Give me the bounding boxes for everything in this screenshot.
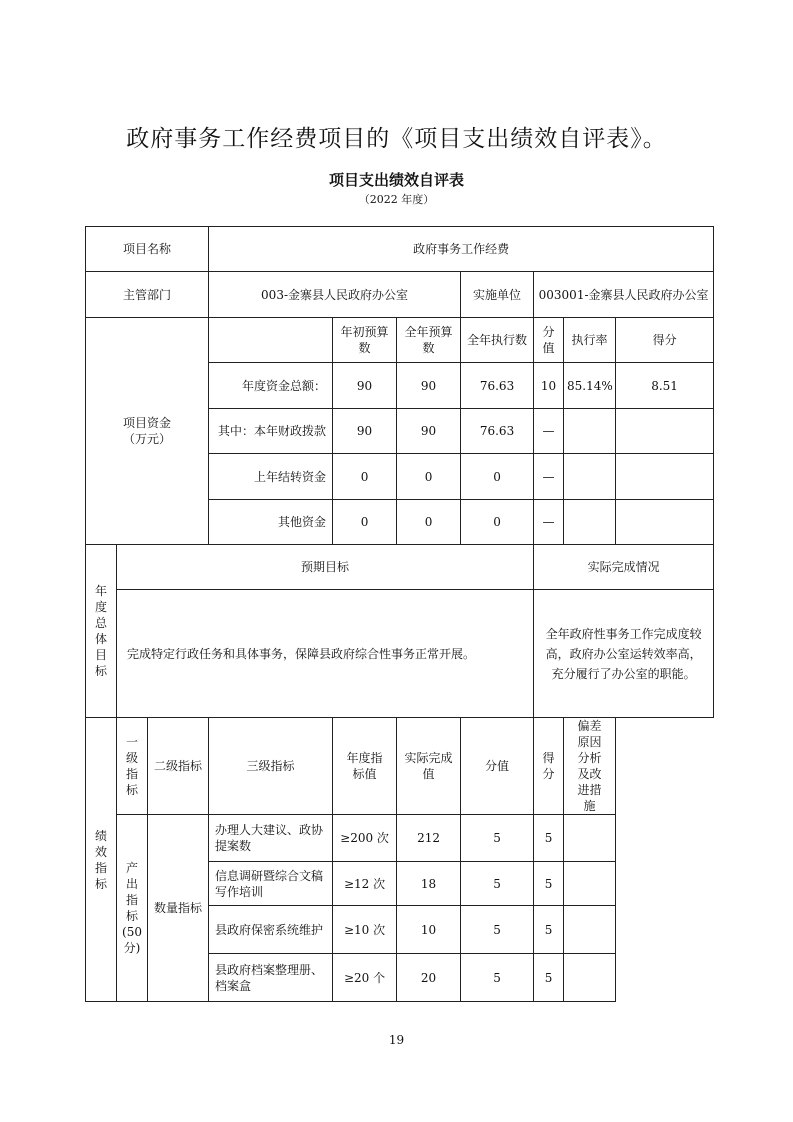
funds-score	[616, 454, 714, 500]
funds-row-label: 上年结转资金	[209, 454, 333, 500]
goals-label-text: 年度总体目标	[94, 584, 107, 678]
funds-rate: 85.14%	[564, 363, 616, 409]
indicator-target: ≥10 次	[333, 906, 397, 954]
funds-annual: 0	[397, 454, 461, 500]
funds-header-annual: 全年预算数	[397, 318, 461, 363]
funds-rate	[564, 454, 616, 500]
indicator-note	[564, 815, 616, 862]
level1-output-part: 指	[125, 893, 138, 907]
indicator-score: 5	[534, 906, 564, 954]
funds-executed: 0	[461, 500, 534, 545]
actual-goal-text: 全年政府性事务工作完成度较高，政府办公室运转效率高，充分履行了办公室的职能。	[534, 590, 714, 718]
level3-header: 三级指标	[209, 718, 333, 815]
goals-label	[86, 545, 117, 718]
weight-header: 分值	[461, 718, 534, 815]
funds-header-initial: 年初预算数	[333, 318, 397, 363]
funds-weight: 10	[534, 363, 564, 409]
actual-header: 实际完成值	[397, 718, 461, 815]
indicator-score: 5	[534, 862, 564, 906]
indicator-target: ≥12 次	[333, 862, 397, 906]
document-heading: 政府事务工作经费项目的《项目支出绩效自评表》。	[126, 126, 667, 152]
funds-weight: —	[534, 409, 564, 454]
level1-output-part: 标	[125, 909, 138, 923]
indicator-actual: 10	[397, 906, 461, 954]
indicator-weight: 5	[461, 815, 534, 862]
indicator-row	[86, 815, 714, 862]
indicator-target: ≥200 次	[333, 815, 397, 862]
form-title: 项目支出绩效自评表	[328, 171, 464, 189]
implementing-unit-label: 实施单位	[461, 272, 534, 318]
goals-header-row	[86, 545, 714, 590]
funds-score	[616, 409, 714, 454]
indicator-name: 县政府档案整理册、档案盒	[209, 954, 333, 1002]
funds-annual: 90	[397, 409, 461, 454]
target-header: 年度指标值	[333, 718, 397, 815]
indicators-header-row	[86, 718, 714, 815]
implementing-unit-value: 003001-金寨县人民政府办公室	[534, 272, 714, 318]
level1-output-part: 出	[125, 877, 138, 891]
indicator-target: ≥20 个	[333, 954, 397, 1002]
funds-executed: 76.63	[461, 409, 534, 454]
department-label: 主管部门	[86, 272, 209, 318]
deviation-header: 偏差原因分析及改进措施	[564, 718, 616, 815]
funds-score	[616, 500, 714, 545]
funds-header-row	[86, 318, 714, 363]
indicator-name: 信息调研暨综合文稿写作培训	[209, 862, 333, 906]
funds-row-label: 年度资金总额：	[209, 363, 333, 409]
indicator-actual: 212	[397, 815, 461, 862]
indicator-actual: 20	[397, 954, 461, 1002]
goals-content-row	[86, 590, 714, 718]
indicator-note	[564, 954, 616, 1002]
funds-annual: 0	[397, 500, 461, 545]
funds-initial: 0	[333, 500, 397, 545]
funds-executed: 0	[461, 454, 534, 500]
funds-row-label: 其他资金	[209, 500, 333, 545]
level2-header: 二级指标	[148, 718, 209, 815]
indicators-label	[86, 718, 117, 1002]
funds-header-score: 得分	[616, 318, 714, 363]
funds-label	[86, 318, 209, 545]
page-number: 19	[388, 1033, 405, 1047]
indicators-label-text: 绩效指标	[94, 828, 107, 891]
score-header: 得分	[534, 718, 564, 815]
expected-goal-text: 完成特定行政任务和具体事务，保障县政府综合性事务正常开展。	[117, 590, 534, 718]
level1-header-text: 一级指标	[125, 735, 138, 797]
level1-header	[117, 718, 148, 815]
indicator-note	[564, 862, 616, 906]
indicator-weight: 5	[461, 954, 534, 1002]
project-name-label: 项目名称	[86, 227, 209, 272]
level1-output-part: 产	[125, 861, 138, 875]
project-name-value: 政府事务工作经费	[209, 227, 714, 272]
funds-label-line2: （万元）	[123, 432, 172, 446]
funds-header-weight: 分值	[534, 318, 564, 363]
funds-header-executed: 全年执行数	[461, 318, 534, 363]
project-name-row	[86, 227, 714, 272]
funds-header-blank	[209, 318, 333, 363]
funds-annual: 90	[397, 363, 461, 409]
funds-initial: 0	[333, 454, 397, 500]
indicator-note	[564, 906, 616, 954]
department-row	[86, 272, 714, 318]
funds-initial: 90	[333, 409, 397, 454]
funds-label-line1: 项目资金	[123, 416, 172, 430]
form-year: （2022 年度）	[358, 193, 435, 206]
actual-goal-header: 实际完成情况	[534, 545, 714, 590]
department-value: 003-金寨县人民政府办公室	[209, 272, 461, 318]
level1-output-part: (50	[122, 925, 142, 939]
funds-weight: —	[534, 454, 564, 500]
indicator-weight: 5	[461, 862, 534, 906]
funds-rate	[564, 500, 616, 545]
indicator-name: 办理人大建议、政协提案数	[209, 815, 333, 862]
funds-weight: —	[534, 500, 564, 545]
indicator-actual: 18	[397, 862, 461, 906]
funds-score: 8.51	[616, 363, 714, 409]
funds-header-rate: 执行率	[564, 318, 616, 363]
funds-row-label: 其中：本年财政拨款	[209, 409, 333, 454]
indicator-score: 5	[534, 815, 564, 862]
indicator-weight: 5	[461, 906, 534, 954]
indicator-score: 5	[534, 954, 564, 1002]
level1-output	[117, 815, 148, 1002]
funds-rate	[564, 409, 616, 454]
level2-quantity: 数量指标	[148, 815, 209, 1002]
expected-goal-header: 预期目标	[117, 545, 534, 590]
self-evaluation-table	[85, 226, 714, 1002]
indicator-name: 县政府保密系统维护	[209, 906, 333, 954]
funds-initial: 90	[333, 363, 397, 409]
level1-output-part: 分)	[123, 941, 141, 955]
funds-executed: 76.63	[461, 363, 534, 409]
